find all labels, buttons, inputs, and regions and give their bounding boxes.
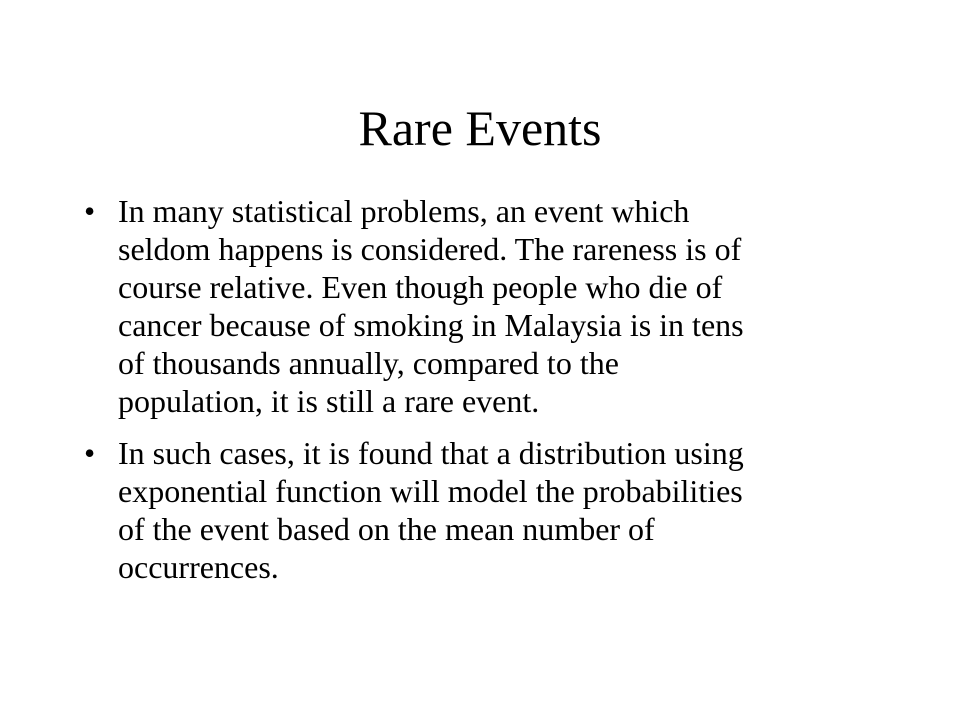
bullet-line: course relative. Even though people who die of	[118, 269, 723, 305]
bullet-line: In such cases, it is found that a distribution using	[118, 435, 744, 471]
slide-title: Rare Events	[358, 100, 602, 156]
bullet-point-icon: •	[84, 435, 96, 471]
bullet-line: of thousands annually, compared to the	[118, 345, 619, 381]
bullet-line: cancer because of smoking in Malaysia is in tens	[118, 307, 744, 343]
bullet-item	[80, 434, 880, 586]
bullet-line: population, it is still a rare event.	[118, 383, 540, 419]
bullet-line: exponential function will model the probabilities	[118, 473, 743, 509]
bullet-point-icon: •	[84, 193, 96, 229]
bullet-line: seldom happens is considered. The rareness is of	[118, 231, 742, 267]
bullet-item	[80, 192, 880, 420]
bullet-line: In many statistical problems, an event which	[118, 193, 690, 229]
bullet-list	[80, 192, 880, 600]
bullet-line: occurrences.	[118, 549, 279, 585]
bullet-line: of the event based on the mean number of	[118, 511, 655, 547]
